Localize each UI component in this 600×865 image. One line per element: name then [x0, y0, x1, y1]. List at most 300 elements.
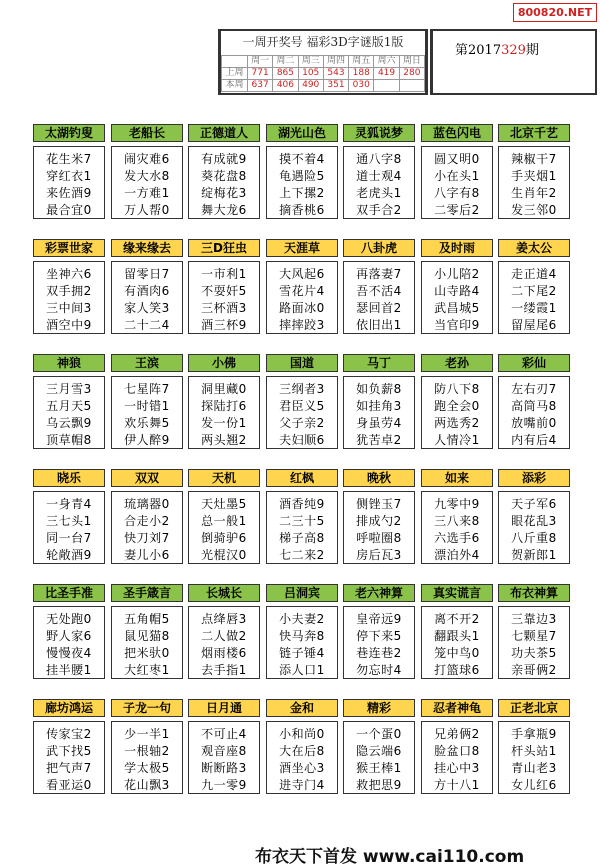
riddle-clue: 夫妇顺6: [279, 433, 325, 447]
riddle-card-body: [266, 376, 338, 449]
riddle-clue: 留屋尾6: [511, 318, 557, 332]
riddle-clue: 杆头站1: [511, 744, 557, 758]
riddle-clue: 三杯酒3: [201, 301, 247, 315]
draw-number: 490: [298, 80, 323, 92]
riddle-clue: 小和尚0: [279, 727, 325, 741]
riddle-card: [498, 354, 570, 449]
riddle-card-body: [188, 146, 260, 219]
riddle-clue: 巷连巷2: [356, 646, 402, 660]
day-header: 周五: [349, 56, 374, 68]
riddle-clue: 房后瓦3: [356, 548, 402, 562]
riddle-clue: 洞里藏0: [201, 382, 247, 396]
riddle-card-body: [343, 491, 415, 564]
riddle-clue: 酒坐心3: [279, 761, 325, 775]
riddle-clue: 三中间3: [46, 301, 92, 315]
riddle-card-body: [111, 606, 183, 679]
riddle-clue: 圆又明0: [434, 152, 480, 166]
draw-number: 105: [298, 68, 323, 80]
riddle-clue: 一个蛋0: [356, 727, 402, 741]
riddle-clue: 父子亲2: [279, 416, 325, 430]
riddle-clue: 妻儿小6: [124, 548, 170, 562]
riddle-clue: 舞大龙6: [201, 203, 247, 217]
riddle-card-title: 老六神算: [343, 584, 415, 602]
riddle-card: [498, 469, 570, 564]
riddle-card-body: [343, 146, 415, 219]
riddle-clue: 辣椒干7: [511, 152, 557, 166]
riddle-clue: 排成勺2: [356, 514, 402, 528]
draw-number: 419: [374, 68, 399, 80]
riddle-clue: 一身青4: [46, 497, 92, 511]
day-header: 周二: [273, 56, 298, 68]
riddle-clue: 笼中鸟0: [434, 646, 480, 660]
riddle-clue: 七二来2: [279, 548, 325, 562]
riddle-clue: 青山老3: [511, 761, 557, 775]
riddle-card-body: [33, 491, 105, 564]
riddle-clue: 二零后2: [434, 203, 480, 217]
riddle-clue: 不耍奸5: [201, 284, 247, 298]
riddle-card: [33, 584, 105, 679]
riddle-clue: 如挂角3: [356, 399, 402, 413]
riddle-clue: 武下找5: [46, 744, 92, 758]
riddle-card-body: [33, 721, 105, 794]
riddle-card-title: 北京千艺: [498, 124, 570, 142]
riddle-clue: 二下尾2: [511, 284, 557, 298]
riddle-card-body: [33, 606, 105, 679]
riddle-clue: 家人笑3: [124, 301, 170, 315]
riddle-clue: 发大水8: [124, 169, 170, 183]
riddle-clue: 大在后8: [279, 744, 325, 758]
riddle-clue: 伊人醉9: [124, 433, 170, 447]
riddle-clue: 穿红衣1: [46, 169, 92, 183]
riddle-card: [33, 354, 105, 449]
riddle-clue: 去手指1: [201, 663, 247, 677]
riddle-clue: 有成就9: [201, 152, 247, 166]
riddle-card-body: [421, 491, 493, 564]
day-header: 周一: [248, 56, 273, 68]
riddle-card-title: 晓乐: [33, 469, 105, 487]
riddle-clue: 一缕霞1: [511, 301, 557, 315]
riddle-clue: 九零中9: [434, 497, 480, 511]
riddle-clue: 两头翘2: [201, 433, 247, 447]
riddle-card-body: [111, 261, 183, 334]
riddle-clue: 鼠见猫8: [124, 629, 170, 643]
riddle-card-title: 双双: [111, 469, 183, 487]
riddle-clue: 五角帽5: [124, 612, 170, 626]
riddle-card-body: [343, 376, 415, 449]
riddle-clue: 道士观4: [356, 169, 402, 183]
riddle-card-body: [421, 606, 493, 679]
riddle-card-body: [188, 491, 260, 564]
riddle-card-title: 灵狐说梦: [343, 124, 415, 142]
riddle-clue: 八字有8: [434, 186, 480, 200]
issue-prefix: 第2017: [455, 43, 502, 58]
riddle-clue: 总一般1: [201, 514, 247, 528]
riddle-card-title: 日月通: [188, 699, 260, 717]
riddle-clue: 欢乐舞5: [124, 416, 170, 430]
riddle-card: [343, 354, 415, 449]
riddle-clue: 快刀刘7: [124, 531, 170, 545]
riddle-clue: 功夫茶5: [511, 646, 557, 660]
riddle-clue: 二人做2: [201, 629, 247, 643]
riddle-clue: 依旧出1: [356, 318, 402, 332]
riddle-card: [498, 699, 570, 794]
riddle-clue: 少一半1: [124, 727, 170, 741]
riddle-clue: 万人帮0: [124, 203, 170, 217]
riddle-card-title: 老孙: [421, 354, 493, 372]
riddle-card-title: 及时雨: [421, 239, 493, 257]
riddle-card-title: 真实谎言: [421, 584, 493, 602]
riddle-clue: 挂半腰1: [46, 663, 92, 677]
riddle-card: [111, 584, 183, 679]
riddle-card-body: [188, 606, 260, 679]
draw-number: 543: [323, 68, 348, 80]
riddle-card-body: [343, 721, 415, 794]
riddle-clue: 方十八1: [434, 778, 480, 792]
riddle-card: [343, 584, 415, 679]
riddle-card-body: [188, 721, 260, 794]
riddle-clue: 翻跟头1: [434, 629, 480, 643]
row-label: 本周: [222, 80, 248, 92]
draw-number: 030: [349, 80, 374, 92]
riddle-card-title: 神狼: [33, 354, 105, 372]
riddle-clue: 看亚运0: [46, 778, 92, 792]
riddle-card-body: [266, 721, 338, 794]
riddle-clue: 离不开2: [434, 612, 480, 626]
riddle-card-body: [33, 146, 105, 219]
riddle-clue: 轮敞酒9: [46, 548, 92, 562]
riddle-row: [33, 239, 570, 344]
riddle-clue: 勿忘时4: [356, 663, 402, 677]
table-corner: [222, 56, 248, 68]
riddle-clue: 一市利1: [201, 267, 247, 281]
draw-results-table: [221, 55, 425, 92]
riddle-clue: 发三邻0: [511, 203, 557, 217]
riddle-card: [343, 469, 415, 564]
riddle-clue: 通八字8: [356, 152, 402, 166]
riddle-clue: 生肖年2: [511, 186, 557, 200]
riddle-card-title: 忍者神龟: [421, 699, 493, 717]
riddle-clue: 一根轴2: [124, 744, 170, 758]
riddle-card-title: 国道: [266, 354, 338, 372]
riddle-card: [498, 584, 570, 679]
riddle-card-title: 彩仙: [498, 354, 570, 372]
riddle-clue: 贺新郎1: [511, 548, 557, 562]
riddle-card-title: 添彩: [498, 469, 570, 487]
riddle-clue: 左右刃7: [511, 382, 557, 396]
riddle-card-body: [266, 491, 338, 564]
draw-number: 351: [323, 80, 348, 92]
riddle-card: [498, 124, 570, 219]
riddle-clue: 不可止4: [201, 727, 247, 741]
riddle-clue: 皇帝远9: [356, 612, 402, 626]
riddle-clue: 天灶墨5: [201, 497, 247, 511]
riddle-card-body: [111, 146, 183, 219]
riddle-card: [421, 699, 493, 794]
riddle-clue: 吾不活4: [356, 284, 402, 298]
riddle-card: [111, 354, 183, 449]
riddle-card-body: [421, 721, 493, 794]
riddle-card: [33, 239, 105, 334]
riddle-clue: 大红枣1: [124, 663, 170, 677]
riddle-clue: 添人口1: [279, 663, 325, 677]
riddle-row: [33, 124, 570, 229]
riddle-card-body: [498, 376, 570, 449]
riddle-card: [266, 239, 338, 334]
riddle-card-title: 太湖钓叟: [33, 124, 105, 142]
riddle-card-title: 天涯草: [266, 239, 338, 257]
riddle-clue: 无处跑0: [46, 612, 92, 626]
riddle-card: [421, 469, 493, 564]
riddle-card-body: [498, 146, 570, 219]
riddle-clue: 七星阵7: [124, 382, 170, 396]
riddle-card: [266, 354, 338, 449]
riddle-clue: 防八下8: [434, 382, 480, 396]
riddle-clue: 六选手6: [434, 531, 480, 545]
riddle-clue: 光棍汉0: [201, 548, 247, 562]
riddle-card-body: [498, 261, 570, 334]
riddle-clue: 葵花盘8: [201, 169, 247, 183]
riddle-card-body: [266, 146, 338, 219]
riddle-clue: 慢慢夜4: [46, 646, 92, 660]
riddle-card-title: 圣手箴言: [111, 584, 183, 602]
riddle-card: [188, 699, 260, 794]
riddle-clue: 如负薪8: [356, 382, 402, 396]
riddle-clue: 烟雨楼6: [201, 646, 247, 660]
riddle-card-body: [111, 491, 183, 564]
riddle-clue: 眼花乱3: [511, 514, 557, 528]
riddle-card-body: [421, 261, 493, 334]
riddle-clue: 三月雪3: [46, 382, 92, 396]
riddle-clue: 有酒肉6: [124, 284, 170, 298]
riddle-card-body: [421, 146, 493, 219]
riddle-clue: 犹苦卓2: [356, 433, 402, 447]
riddle-clue: 酒香纯9: [279, 497, 325, 511]
riddle-clue: 留零日7: [124, 267, 170, 281]
riddle-card: [33, 469, 105, 564]
riddle-card-title: 比圣手准: [33, 584, 105, 602]
issue-label: [455, 39, 539, 58]
riddle-clue: 龟遇险5: [279, 169, 325, 183]
riddle-card: [266, 469, 338, 564]
riddle-card: [498, 239, 570, 334]
day-header: 周六: [374, 56, 399, 68]
riddle-clue: 两选秀2: [434, 416, 480, 430]
panel-title: 一周开奖号 福彩3D字谜版1版: [242, 35, 404, 49]
riddle-clue: 酒三杯9: [201, 318, 247, 332]
riddle-clue: 观音座8: [201, 744, 247, 758]
issue-number: 329: [501, 43, 526, 58]
riddle-card-title: 缘来缘去: [111, 239, 183, 257]
riddle-clue: 亲哥俩2: [511, 663, 557, 677]
riddle-clue: 再落妻7: [356, 267, 402, 281]
riddle-clue: 倒骑驴6: [201, 531, 247, 545]
riddle-card-body: [498, 721, 570, 794]
riddle-clue: 绽梅花3: [201, 186, 247, 200]
issue-suffix: 期: [525, 43, 539, 58]
riddle-card-body: [498, 491, 570, 564]
riddle-card: [266, 124, 338, 219]
riddle-clue: 二三十5: [279, 514, 325, 528]
table-row: [222, 56, 425, 68]
riddle-card-title: 蓝色闪电: [421, 124, 493, 142]
riddle-card-title: 长城长: [188, 584, 260, 602]
riddle-clue: 手拿瓶9: [511, 727, 557, 741]
riddle-clue: 进寺门4: [279, 778, 325, 792]
riddle-clue: 隐云端6: [356, 744, 402, 758]
riddle-row: [33, 584, 570, 689]
riddle-card-title: 正德道人: [188, 124, 260, 142]
riddle-clue: 救把思9: [356, 778, 402, 792]
riddle-clue: 最合宜0: [46, 203, 92, 217]
riddle-clue: 双手合2: [356, 203, 402, 217]
site-badge[interactable]: 800820.NET: [513, 3, 597, 22]
riddle-card-body: [111, 721, 183, 794]
riddle-clue: 三纲者3: [279, 382, 325, 396]
draw-number: 188: [349, 68, 374, 80]
table-row: [222, 68, 425, 80]
riddle-clue: 来佐酒9: [46, 186, 92, 200]
riddle-card: [188, 469, 260, 564]
riddle-clue: 脸盆口8: [434, 744, 480, 758]
riddle-card-body: [266, 261, 338, 334]
riddle-clue: 侧锉玉7: [356, 497, 402, 511]
riddle-card: [421, 584, 493, 679]
riddle-clue: 坐神六6: [46, 267, 92, 281]
riddle-clue: 山寺路4: [434, 284, 480, 298]
riddle-clue: 链子锤4: [279, 646, 325, 660]
riddle-card-title: 布衣神算: [498, 584, 570, 602]
row-label: 上周: [222, 68, 248, 80]
riddle-clue: 女儿红6: [511, 778, 557, 792]
riddle-clue: 琉璃器0: [124, 497, 170, 511]
riddle-clue: 内有后4: [511, 433, 557, 447]
riddle-card: [188, 584, 260, 679]
riddle-card-title: 八卦虎: [343, 239, 415, 257]
riddle-clue: 手夹烟1: [511, 169, 557, 183]
riddle-clue: 同一台7: [46, 531, 92, 545]
draw-number: 406: [273, 80, 298, 92]
table-row: [222, 80, 425, 92]
riddle-card: [111, 124, 183, 219]
riddle-clue: 天子军6: [511, 497, 557, 511]
riddle-clue: 合走小2: [124, 514, 170, 528]
riddle-card-body: [188, 261, 260, 334]
footer-banner: 布衣天下首发 www.cai110.com: [255, 847, 525, 865]
riddle-clue: 人情冷1: [434, 433, 480, 447]
riddle-clue: 七颗星7: [511, 629, 557, 643]
riddle-clue: 摔摔跤3: [279, 318, 325, 332]
riddle-clue: 野人家6: [46, 629, 92, 643]
riddle-clue: 三靠边3: [511, 612, 557, 626]
weekly-draw-panel: [218, 29, 428, 95]
riddle-card-title: 马丁: [343, 354, 415, 372]
day-header: 周三: [298, 56, 323, 68]
riddle-card-title: 金和: [266, 699, 338, 717]
riddle-clue: 小在头1: [434, 169, 480, 183]
riddle-card-title: 红枫: [266, 469, 338, 487]
riddle-card-body: [421, 376, 493, 449]
riddle-clue: 摘香桃6: [279, 203, 325, 217]
riddle-card: [421, 354, 493, 449]
riddle-clue: 点绛唇3: [201, 612, 247, 626]
riddle-card-title: 彩票世家: [33, 239, 105, 257]
riddle-clue: 打篮球6: [434, 663, 480, 677]
riddle-card: [421, 239, 493, 334]
riddle-card: [111, 469, 183, 564]
riddle-card-title: 晚秋: [343, 469, 415, 487]
riddle-card-body: [343, 261, 415, 334]
riddle-card-body: [33, 376, 105, 449]
riddle-clue: 一方难1: [124, 186, 170, 200]
riddle-card: [188, 354, 260, 449]
riddle-clue: 路面冰0: [279, 301, 325, 315]
riddle-clue: 乌云飘9: [46, 416, 92, 430]
riddle-card-body: [498, 606, 570, 679]
riddle-clue: 酒空中9: [46, 318, 92, 332]
riddle-clue: 猴王棒1: [356, 761, 402, 775]
riddle-clue: 当官印9: [434, 318, 480, 332]
riddle-clue: 身虽劳4: [356, 416, 402, 430]
riddle-clue: 摸不着4: [279, 152, 325, 166]
riddle-clue: 呼啦圈8: [356, 531, 402, 545]
riddle-clue: 五月天5: [46, 399, 92, 413]
riddle-clue: 梯子高8: [279, 531, 325, 545]
draw-number: [374, 80, 399, 92]
riddle-clue: 快马奔8: [279, 629, 325, 643]
riddle-clue: 放嘴前0: [511, 416, 557, 430]
riddle-clue: 传家宝2: [46, 727, 92, 741]
riddle-card: [266, 699, 338, 794]
riddle-card-title: 王滨: [111, 354, 183, 372]
riddle-clue: 花生米7: [46, 152, 92, 166]
draw-number: [399, 80, 424, 92]
riddle-clue: 走正道4: [511, 267, 557, 281]
riddle-clue: 顶草帽8: [46, 433, 92, 447]
riddle-clue: 老虎头1: [356, 186, 402, 200]
riddle-card-title: 小佛: [188, 354, 260, 372]
riddle-clue: 上下摞2: [279, 186, 325, 200]
riddle-clue: 闹灾难6: [124, 152, 170, 166]
riddle-card: [33, 124, 105, 219]
riddle-card: [421, 124, 493, 219]
riddle-row: [33, 699, 570, 804]
riddle-clue: 挂心中3: [434, 761, 480, 775]
draw-number: 865: [273, 68, 298, 80]
riddle-card-title: 精彩: [343, 699, 415, 717]
riddle-clue: 二十二4: [124, 318, 170, 332]
riddle-clue: 小儿陪2: [434, 267, 480, 281]
riddle-card-title: 正老北京: [498, 699, 570, 717]
riddle-card: [188, 239, 260, 334]
riddle-clue: 八斤重8: [511, 531, 557, 545]
riddle-clue: 九一零9: [201, 778, 247, 792]
riddle-clue: 君臣义5: [279, 399, 325, 413]
riddle-card-title: 子龙一句: [111, 699, 183, 717]
riddle-card: [188, 124, 260, 219]
riddle-card-title: 姜太公: [498, 239, 570, 257]
draw-number: 771: [248, 68, 273, 80]
riddle-card-body: [266, 606, 338, 679]
riddle-clue: 学太极5: [124, 761, 170, 775]
riddle-card-title: 老船长: [111, 124, 183, 142]
riddle-card: [343, 699, 415, 794]
riddle-clue: 雪花片4: [279, 284, 325, 298]
riddle-card: [343, 239, 415, 334]
riddle-clue: 双手拥2: [46, 284, 92, 298]
riddle-clue: 发一份1: [201, 416, 247, 430]
riddle-card-title: 廊坊鸿运: [33, 699, 105, 717]
day-header: 周四: [323, 56, 348, 68]
